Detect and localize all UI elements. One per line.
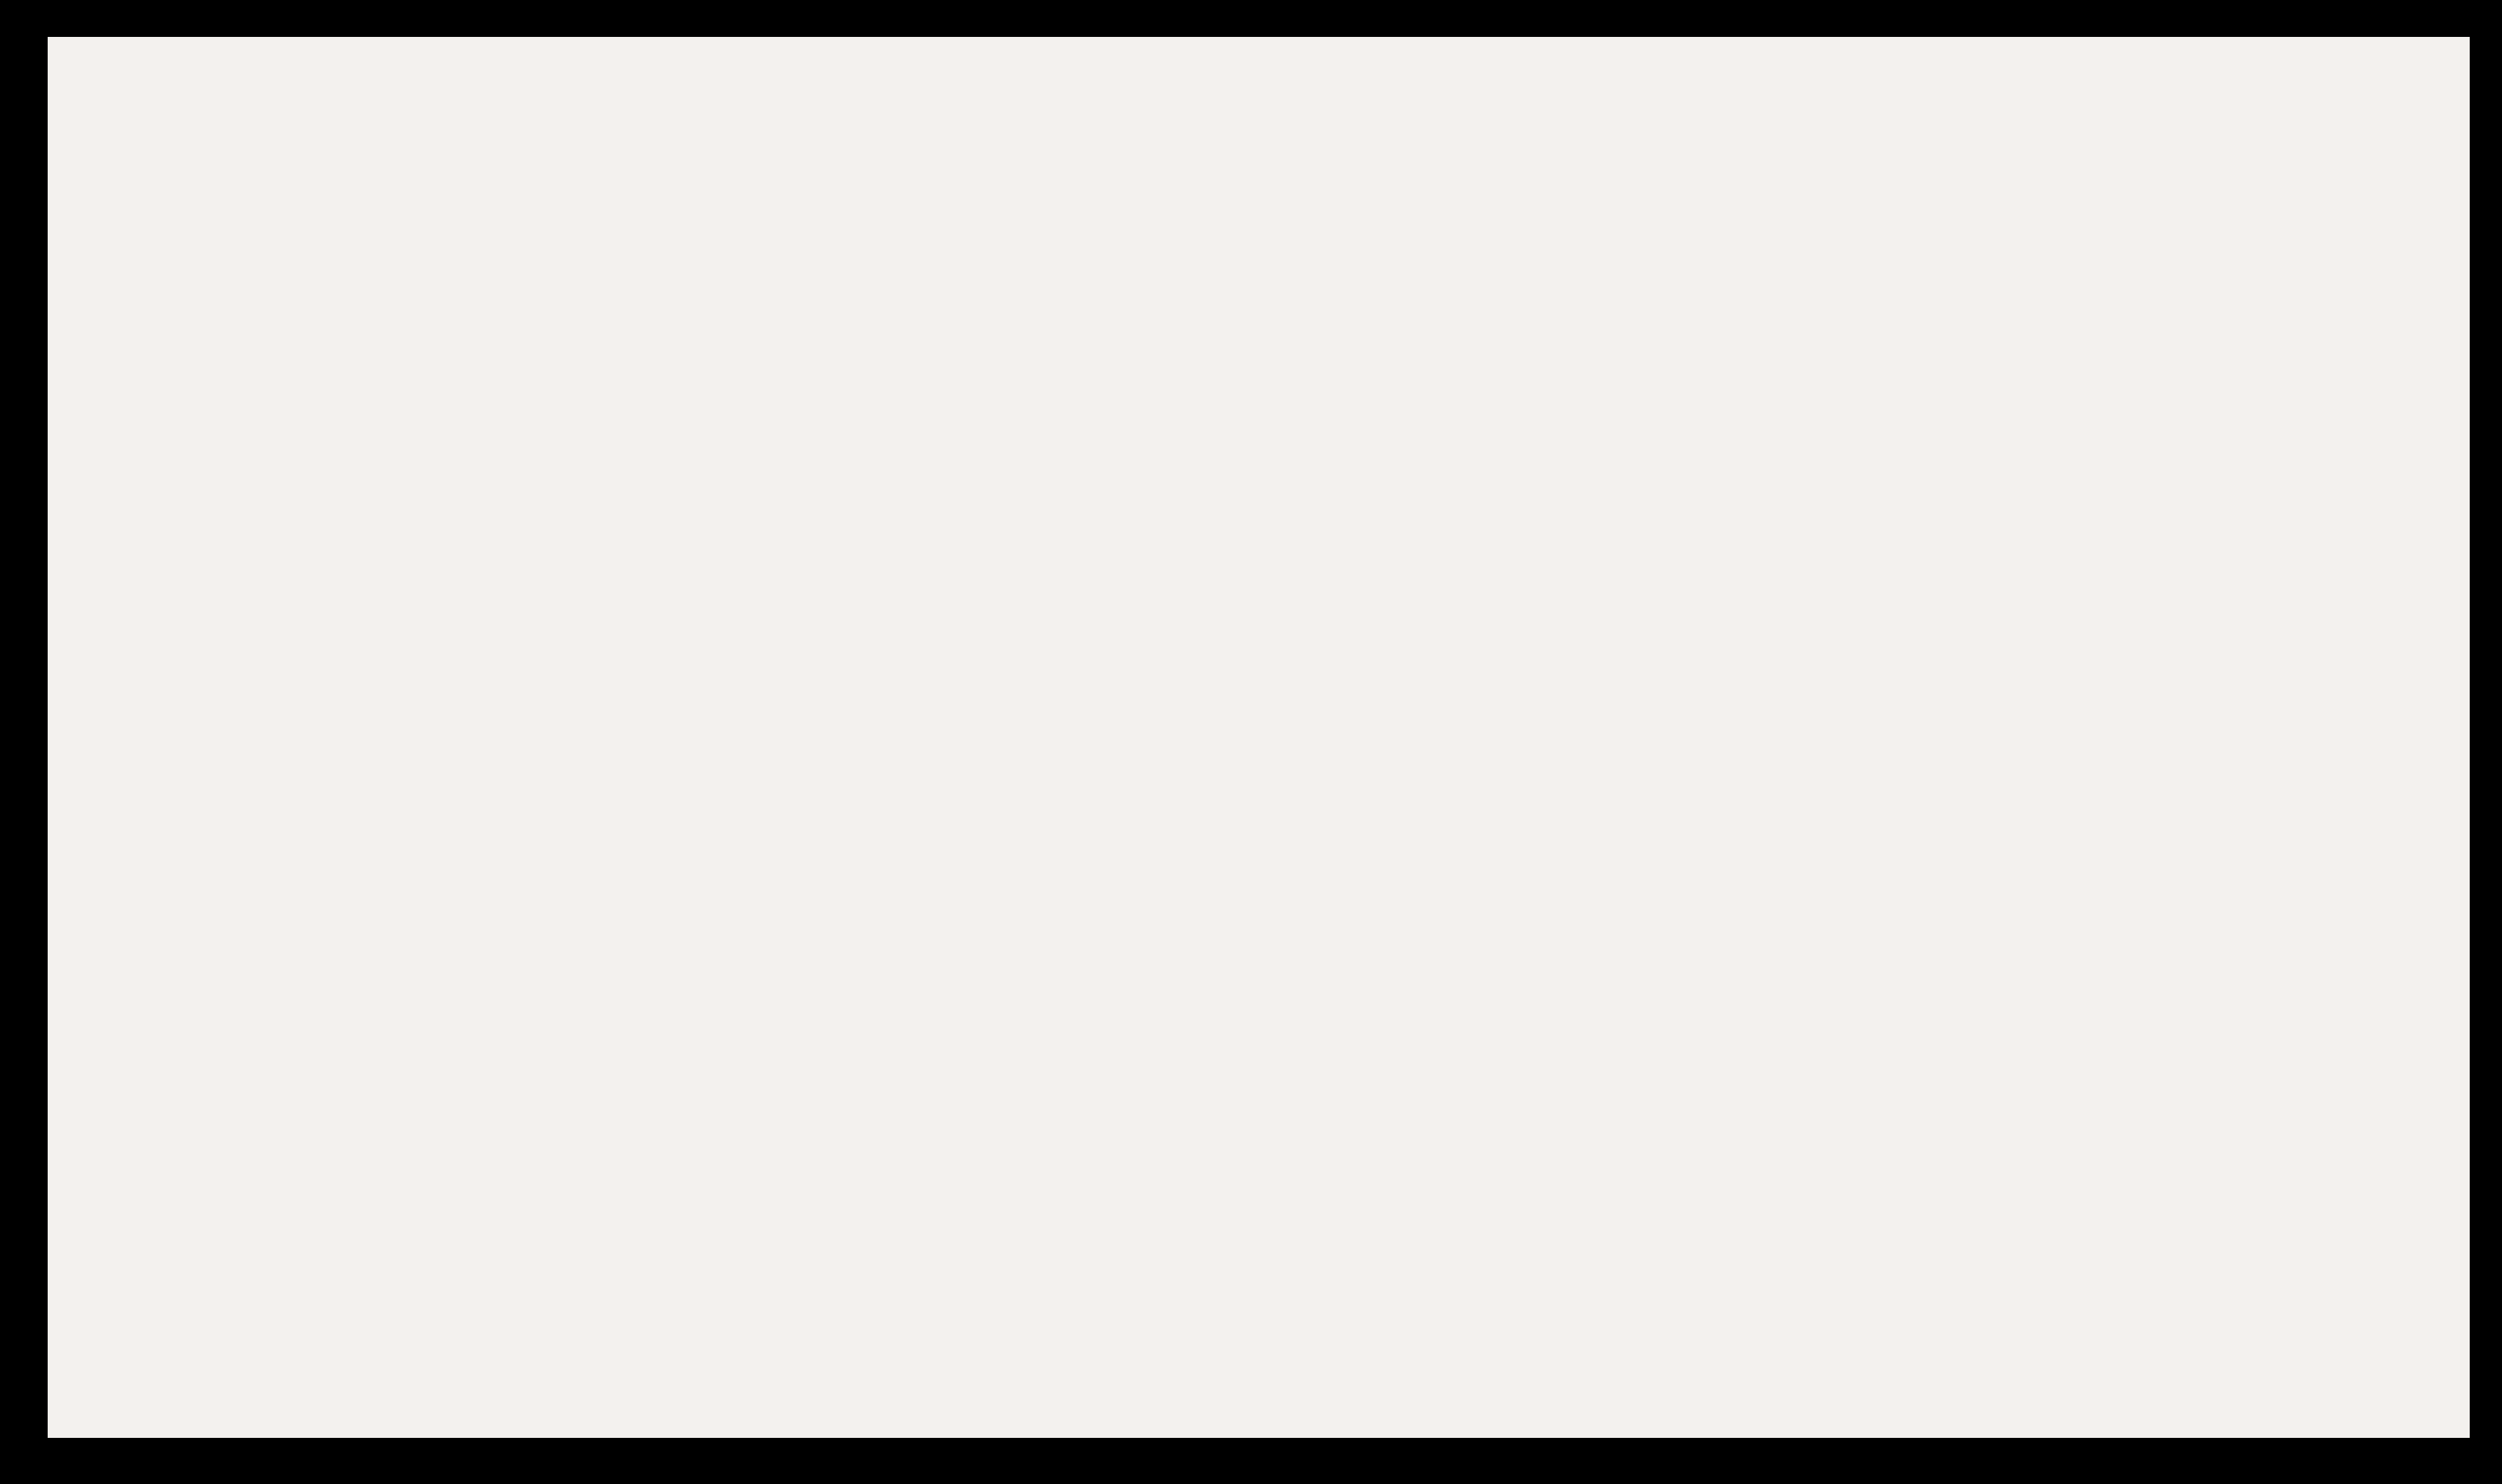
private-farm-section <box>48 398 2470 915</box>
census-card-sheet <box>48 37 2470 1438</box>
lease-table <box>48 915 2470 1438</box>
crop-sown-area-table <box>48 37 2470 398</box>
